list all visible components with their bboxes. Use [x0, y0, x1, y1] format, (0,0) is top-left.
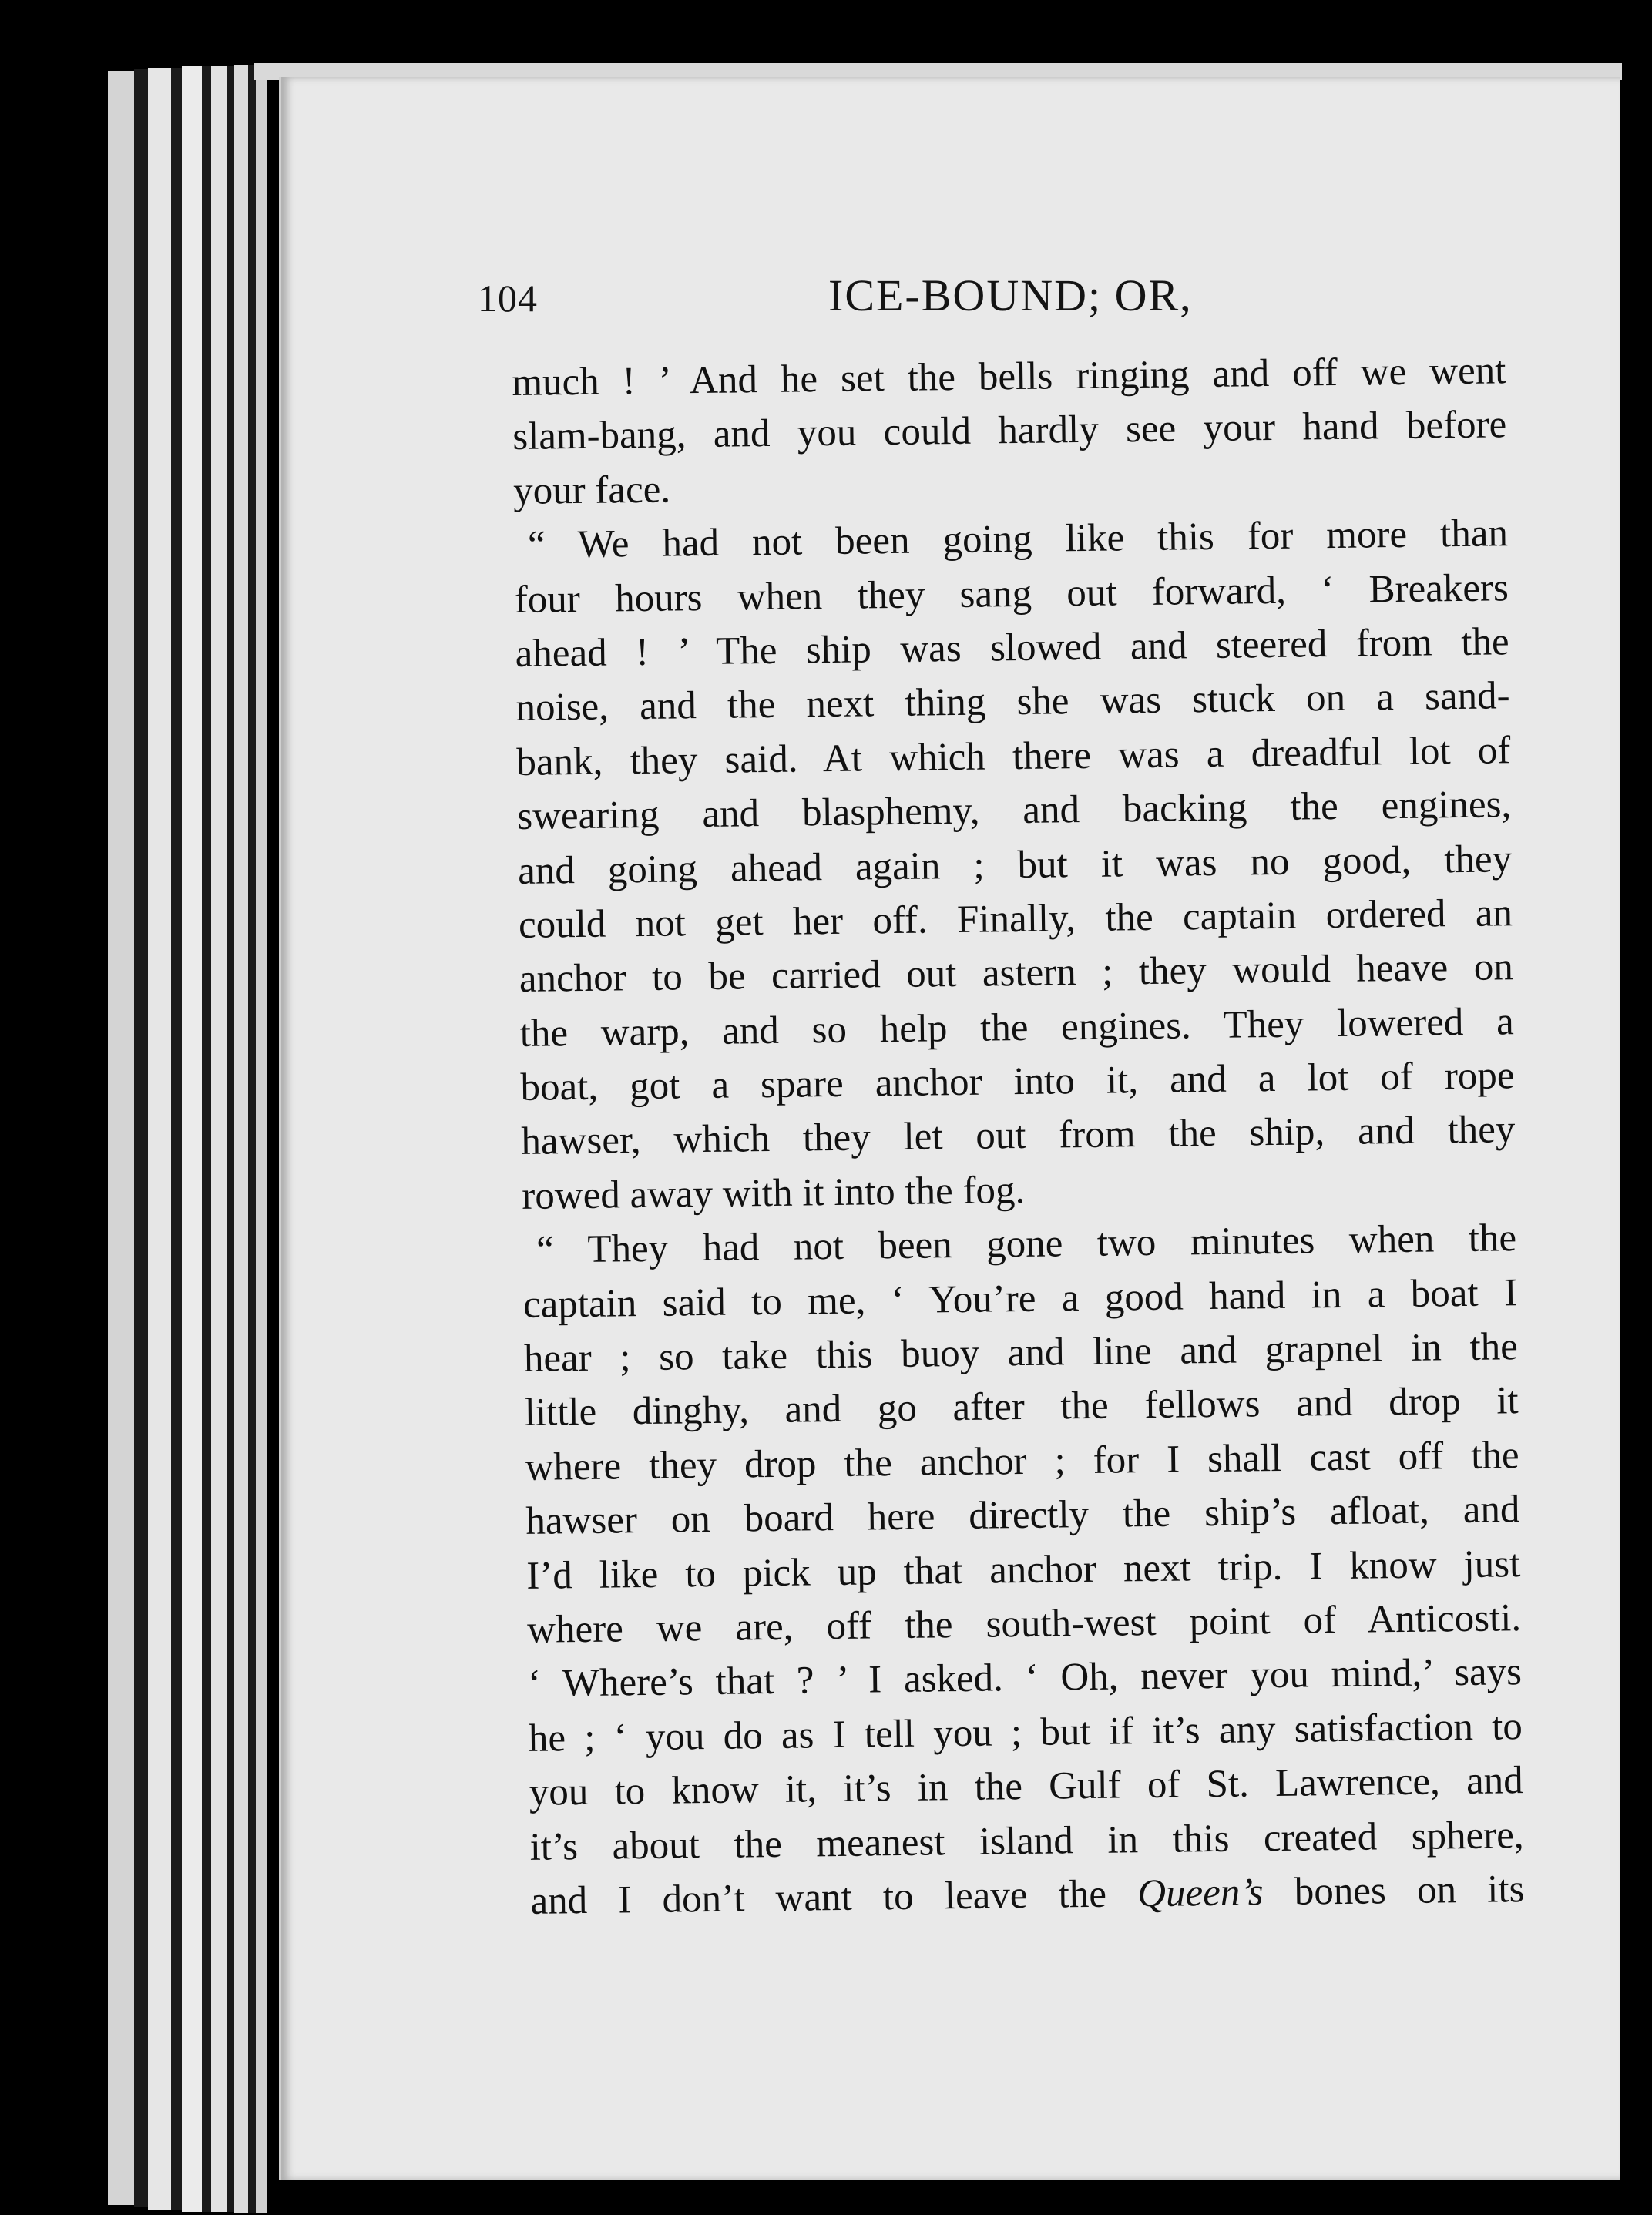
page-edge-gap: [248, 65, 256, 2213]
text-line: swearing and blasphemy, and backing the engines,: [516, 783, 1512, 839]
text-line: he ; ‘ you do as I tell you ; but if it’s any satisfaction to: [528, 1704, 1523, 1760]
text-line: bank, they said. At which there was a dreadful lot of: [516, 728, 1511, 784]
text-line: “ They had not been gone two minutes when the: [536, 1217, 1517, 1272]
text-segment: and I don’t want to leave the: [530, 1872, 1138, 1923]
text-segment: bones on its: [1263, 1868, 1525, 1915]
text-line: slam-bang, and you could hardly see your hand before: [512, 403, 1507, 459]
italic-ship-name: Queen’s: [1137, 1871, 1264, 1916]
text-line: much ! ’ And he set the bells ringing and off we went: [512, 349, 1506, 404]
text-line: ‘ Where’s that ? ’ I asked. ‘ Oh, never you mind,’ says: [527, 1650, 1523, 1707]
page-edge: [234, 65, 248, 2213]
text-line: the warp, and so help the engines. They lowered a: [519, 999, 1514, 1055]
text-line: rowed away with it into the fog.: [521, 1168, 1026, 1218]
page-edge-gap: [171, 68, 182, 2210]
body-text: [512, 344, 1525, 1928]
page-edge-gap: [227, 66, 234, 2212]
text-line: little dinghy, and go after the fellows and drop it: [524, 1379, 1519, 1435]
page-edge: [182, 66, 202, 2212]
text-line: noise, and the next thing she was stuck on a sand-: [515, 674, 1510, 730]
page-edge-gap: [202, 66, 211, 2212]
page-edge: [211, 66, 227, 2212]
text-line: I’d like to pick up that anchor next trip. I know just: [526, 1542, 1521, 1598]
page-edge: [256, 65, 267, 2213]
text-line: could not get her off. Finally, the captain ordered an: [518, 891, 1513, 947]
text-line: anchor to be carried out astern ; they would heave on: [519, 945, 1514, 1002]
text-line: hawser, which they let out from the ship, and they: [521, 1108, 1516, 1164]
text-line: hear ; so take this buoy and line and grapnel in the: [523, 1325, 1519, 1381]
running-head: [478, 270, 1556, 347]
running-title: ICE-BOUND; OR,: [828, 270, 1193, 321]
text-line: and going ahead again ; but it was no good, they: [517, 837, 1513, 893]
text-line: where we are, off the south-west point of Anticosti.: [526, 1596, 1522, 1652]
text-line: hawser on board here directly the ship’s afloat, and: [525, 1488, 1520, 1544]
text-line: it’s about the meanest island in this created sphere,: [529, 1813, 1524, 1869]
page-number: 104: [478, 277, 538, 320]
text-line: ahead ! ’ The ship was slowed and steered from the: [515, 620, 1509, 676]
page-edge: [108, 71, 134, 2205]
text-line: where they drop the anchor ; for I shall cast off the: [525, 1433, 1519, 1489]
text-line: “ We had not been going like this for more than: [527, 512, 1509, 567]
text-line: you to know it, it’s in the Gulf of St. Lawrence, and: [529, 1759, 1524, 1815]
text-line: your face.: [512, 468, 671, 513]
text-line: four hours when they sang out forward, ‘ Breakers: [514, 565, 1509, 622]
page-edge-gap: [134, 69, 148, 2207]
text-line: boat, got a spare anchor into it, and a lot of rope: [520, 1054, 1515, 1110]
page-edge: [148, 68, 171, 2210]
text-line: captain said to me, ‘ You’re a good hand in a boat I: [522, 1270, 1518, 1327]
